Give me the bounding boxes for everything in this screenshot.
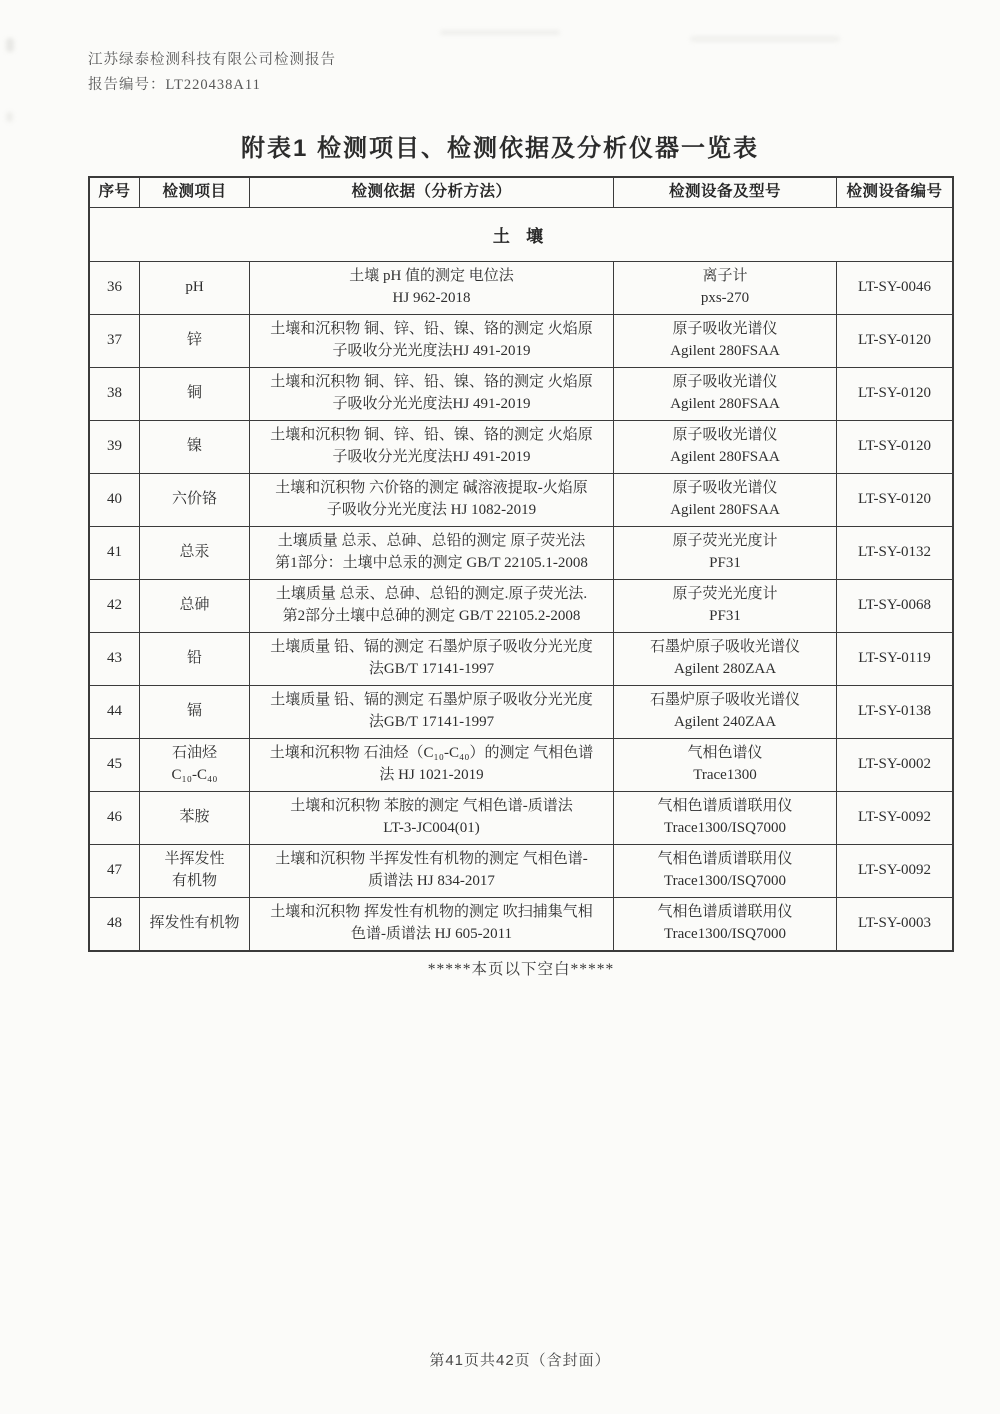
item-cell: 苯胺 (140, 792, 250, 844)
seq-cell: 40 (90, 474, 140, 526)
table-row (90, 314, 952, 367)
seq-cell: 37 (90, 315, 140, 367)
col-header-code: 检测设备编号 (846, 183, 943, 201)
item-cell: 镉 (140, 686, 250, 738)
item-cell: 石油烃 C₁₀-C₄₀ (140, 739, 250, 791)
item-cell: 半挥发性 有机物 (140, 845, 250, 897)
method-cell: 土壤质量 铅、镉的测定 石墨炉原子吸收分光光度 法GB/T 17141-1997 (250, 686, 614, 738)
code-cell: LT-SY-0138 (857, 703, 932, 720)
scan-artifact (440, 30, 560, 35)
table-row (90, 738, 952, 791)
scan-artifact (6, 112, 13, 122)
table-row (90, 526, 952, 579)
code-cell: LT-SY-0120 (857, 385, 932, 402)
report-number-line: 报告编号：LT220438A11 (88, 76, 261, 93)
code-cell: LT-SY-0120 (857, 332, 932, 349)
device-cell: 原子荧光光度计 PF31 (614, 527, 837, 579)
company-report-line: 江苏绿泰检测科技有限公司检测报告 (88, 52, 336, 68)
seq-cell: 48 (90, 898, 140, 950)
device-cell: 原子吸收光谱仪 Agilent 280FSAA (614, 474, 837, 526)
method-cell: 土壤质量 铅、镉的测定 石墨炉原子吸收分光光度 法GB/T 17141-1997 (250, 633, 614, 685)
table-row (90, 579, 952, 632)
col-header-item: 检测项目 (140, 178, 250, 207)
method-cell: 土壤和沉积物 石油烃（C₁₀-C₄₀）的测定 气相色谱 法 HJ 1021-2019 (250, 739, 614, 791)
col-header-method: 检测依据（分析方法） (250, 178, 614, 207)
seq-cell: 44 (90, 686, 140, 738)
method-cell: 土壤和沉积物 铜、锌、铅、镍、铬的测定 火焰原 子吸收分光光度法HJ 491-2019 (250, 368, 614, 420)
device-cell: 气相色谱质谱联用仪 Trace1300/ISQ7000 (614, 898, 837, 950)
item-cell: 铅 (140, 633, 250, 685)
code-cell: LT-SY-0002 (857, 756, 932, 773)
code-cell: LT-SY-0132 (857, 544, 932, 561)
device-cell: 离子计 pxs-270 (614, 262, 837, 314)
section-row-soil: 土 壤 (90, 207, 952, 261)
item-cell: 锌 (140, 315, 250, 367)
device-cell: 原子吸收光谱仪 Agilent 280FSAA (614, 315, 837, 367)
device-cell: 原子吸收光谱仪 Agilent 280FSAA (614, 368, 837, 420)
seq-cell: 39 (90, 421, 140, 473)
table-row (90, 897, 952, 950)
table-row (90, 844, 952, 897)
table-row (90, 632, 952, 685)
code-cell: LT-SY-0092 (857, 809, 932, 826)
item-cell: 总汞 (140, 527, 250, 579)
method-cell: 土壤质量 总汞、总砷、总铅的测定 原子荧光法 第1部分：土壤中总汞的测定 GB/T 22105.1-2008 (250, 527, 614, 579)
method-cell: 土壤和沉积物 铜、锌、铅、镍、铬的测定 火焰原 子吸收分光光度法HJ 491-2019 (250, 421, 614, 473)
seq-cell: 41 (90, 527, 140, 579)
page-title: 附表1 检测项目、检测依据及分析仪器一览表 (240, 135, 759, 162)
code-cell: LT-SY-0120 (857, 438, 932, 455)
item-cell: pH (140, 262, 250, 314)
code-cell: LT-SY-0120 (857, 491, 932, 508)
report-header (88, 48, 336, 97)
device-cell: 气相色谱质谱联用仪 Trace1300/ISQ7000 (614, 792, 837, 844)
method-cell: 土壤质量 总汞、总砷、总铅的测定.原子荧光法. 第2部分土壤中总砷的测定 GB/T 22105.2-2008 (250, 580, 614, 632)
code-cell: LT-SY-0003 (857, 915, 932, 932)
device-cell: 原子荧光光度计 PF31 (614, 580, 837, 632)
table-row (90, 261, 952, 314)
table-header-row (90, 178, 952, 207)
seq-cell: 38 (90, 368, 140, 420)
seq-cell: 45 (90, 739, 140, 791)
page-footer: 第41页共42页（含封面） (429, 1352, 611, 1369)
device-cell: 石墨炉原子吸收光谱仪 Agilent 280ZAA (614, 633, 837, 685)
method-cell: 土壤和沉积物 六价铬的测定 碱溶液提取-火焰原 子吸收分光光度法 HJ 1082-2019 (250, 474, 614, 526)
seq-cell: 43 (90, 633, 140, 685)
device-cell: 原子吸收光谱仪 Agilent 280FSAA (614, 421, 837, 473)
method-cell: 土壤和沉积物 铜、锌、铅、镍、铬的测定 火焰原 子吸收分光光度法HJ 491-2019 (250, 315, 614, 367)
scan-artifact (6, 38, 14, 52)
col-header-device: 检测设备及型号 (614, 178, 837, 207)
code-cell: LT-SY-0068 (857, 597, 932, 614)
code-cell: LT-SY-0092 (857, 862, 932, 879)
device-cell: 气相色谱仪 Trace1300 (614, 739, 837, 791)
method-cell: 土壤和沉积物 挥发性有机物的测定 吹扫捕集气相 色谱-质谱法 HJ 605-2011 (250, 898, 614, 950)
device-cell: 石墨炉原子吸收光谱仪 Agilent 240ZAA (614, 686, 837, 738)
table-rows (90, 261, 952, 950)
instrument-table (88, 176, 954, 952)
item-cell: 总砷 (140, 580, 250, 632)
method-cell: 土壤和沉积物 苯胺的测定 气相色谱-质谱法 LT-3-JC004(01) (250, 792, 614, 844)
item-cell: 镍 (140, 421, 250, 473)
seq-cell: 42 (90, 580, 140, 632)
seq-cell: 47 (90, 845, 140, 897)
table-row (90, 685, 952, 738)
table-row (90, 473, 952, 526)
method-cell: 土壤 pH 值的测定 电位法 HJ 962-2018 (250, 262, 614, 314)
seq-cell: 36 (90, 262, 140, 314)
col-header-seq: 序号 (90, 178, 140, 207)
item-cell: 挥发性有机物 (140, 898, 250, 950)
table-row (90, 791, 952, 844)
device-cell: 气相色谱质谱联用仪 Trace1300/ISQ7000 (614, 845, 837, 897)
item-cell: 六价铬 (140, 474, 250, 526)
seq-cell: 46 (90, 792, 140, 844)
code-cell: LT-SY-0046 (857, 279, 932, 296)
method-cell: 土壤和沉积物 半挥发性有机物的测定 气相色谱- 质谱法 HJ 834-2017 (250, 845, 614, 897)
item-cell: 铜 (140, 368, 250, 420)
table-row (90, 420, 952, 473)
blank-page-note: *****本页以下空白***** (427, 961, 615, 978)
table-row (90, 367, 952, 420)
scan-artifact (690, 36, 840, 42)
code-cell: LT-SY-0119 (858, 650, 931, 667)
